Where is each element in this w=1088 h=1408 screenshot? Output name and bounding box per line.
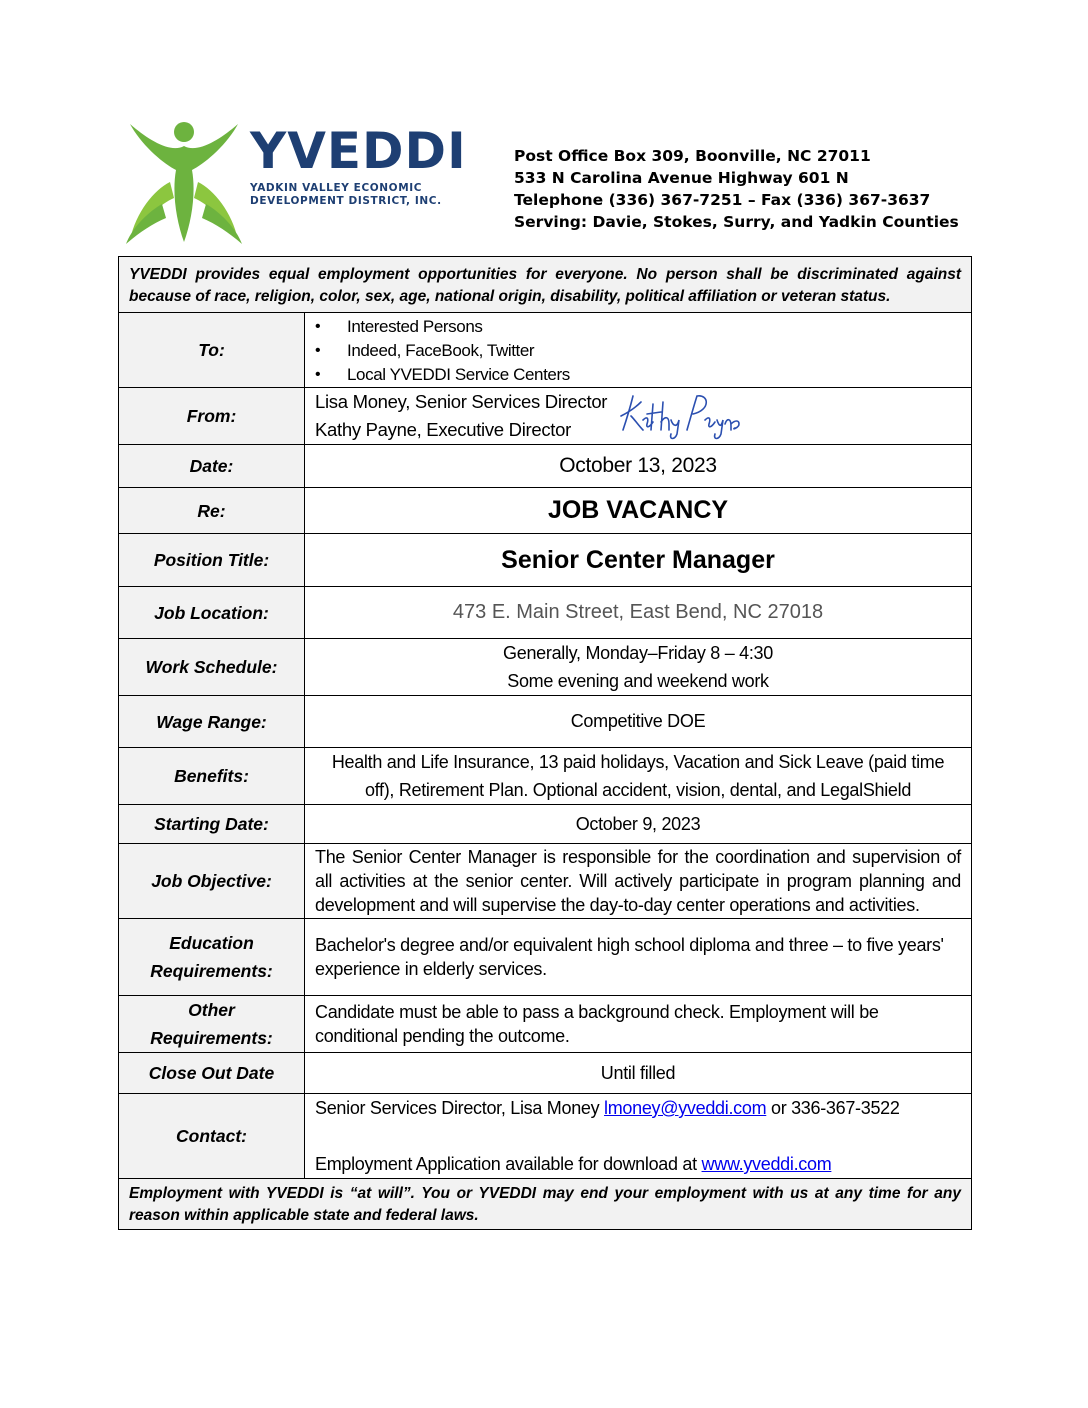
serving-line: Serving: Davie, Stokes, Surry, and Yadkin Counties — [514, 213, 959, 231]
recipient-list — [305, 313, 971, 387]
other-requirements-value: Candidate must be able to pass a background check. Employment will be conditional pending the outcome. — [305, 996, 972, 1053]
starting-date-value: October 9, 2023 — [305, 805, 972, 844]
close-out-date-label: Close Out Date — [119, 1053, 305, 1094]
yveddi-logo — [124, 120, 467, 244]
website-link[interactable]: www.yveddi.com — [701, 1154, 832, 1174]
signature-image — [613, 390, 743, 442]
from-label: From: — [119, 388, 305, 445]
to-value — [305, 313, 972, 388]
close-out-date-value: Until filled — [305, 1053, 972, 1094]
other-requirements-label: Other Requirements: — [119, 996, 305, 1053]
re-label: Re: — [119, 488, 305, 534]
from-line: Kathy Payne, Executive Director — [315, 419, 571, 440]
address-block — [514, 145, 959, 233]
job-objective-label: Job Objective: — [119, 844, 305, 919]
work-schedule-label: Work Schedule: — [119, 639, 305, 696]
starting-date-label: Starting Date: — [119, 805, 305, 844]
email-link[interactable]: lmoney@yveddi.com — [604, 1098, 767, 1118]
address-line: 533 N Carolina Avenue Highway 601 N — [514, 169, 849, 187]
job-vacancy-table — [118, 256, 972, 1230]
re-value: JOB VACANCY — [305, 488, 972, 534]
education-requirements-value: Bachelor's degree and/or equivalent high school diploma and three – to five years' experience in elderly services. — [305, 919, 972, 996]
education-requirements-label: Education Requirements: — [119, 919, 305, 996]
from-line: Lisa Money, Senior Services Director — [315, 391, 608, 412]
contact-value — [305, 1094, 972, 1179]
work-schedule-value: Generally, Monday–Friday 8 – 4:30 Some evening and weekend work — [305, 639, 972, 696]
contact-line: Senior Services Director, Lisa Money lmoney@yveddi.com or 336-367-3522 — [315, 1098, 900, 1118]
eeo-notice: YVEDDI provides equal employment opportunities for everyone. No person shall be discriminated against because of race, religion, color, sex, age, national origin, disability, political affiliation or veteran status. — [119, 257, 972, 313]
list-item: • Indeed, FaceBook, Twitter — [305, 339, 971, 363]
job-location-value: 473 E. Main Street, East Bend, NC 27018 — [305, 587, 972, 639]
phone-fax-line: Telephone (336) 367-7251 – Fax (336) 367-3637 — [514, 191, 931, 209]
address-line: Post Office Box 309, Boonville, NC 27011 — [514, 147, 871, 165]
wage-range-value: Competitive DOE — [305, 696, 972, 748]
wage-range-label: Wage Range: — [119, 696, 305, 748]
contact-label: Contact: — [119, 1094, 305, 1179]
from-value — [305, 388, 972, 445]
date-label: Date: — [119, 445, 305, 488]
position-title-label: Position Title: — [119, 534, 305, 587]
at-will-notice: Employment with YVEDDI is “at will”. You or YVEDDI may end your employment with us at any time for any reason within applicable state and federal laws. — [119, 1179, 972, 1230]
logo-wordmark: YVEDDI — [250, 122, 467, 180]
position-title-value: Senior Center Manager — [305, 534, 972, 587]
list-item: • Interested Persons — [305, 315, 971, 339]
job-location-label: Job Location: — [119, 587, 305, 639]
job-objective-value: The Senior Center Manager is responsible for the coordination and supervision of all activities at the senior center. Will actively participate in program planning and development and will supervise the day-to-day center operations and activities. — [305, 844, 972, 919]
benefits-label: Benefits: — [119, 748, 305, 805]
date-value: October 13, 2023 — [305, 445, 972, 488]
logo-subtitle: YADKIN VALLEY ECONOMIC DEVELOPMENT DISTRICT, INC. — [250, 182, 442, 207]
benefits-value: Health and Life Insurance, 13 paid holidays, Vacation and Sick Leave (paid time off), Retirement Plan. Optional accident, vision, dental, and LegalShield — [305, 748, 972, 805]
people-leaves-logo-icon — [124, 120, 246, 244]
list-item: • Local YVEDDI Service Centers — [305, 363, 971, 387]
application-line: Employment Application available for download at www.yveddi.com — [315, 1154, 832, 1174]
to-label: To: — [119, 313, 305, 388]
